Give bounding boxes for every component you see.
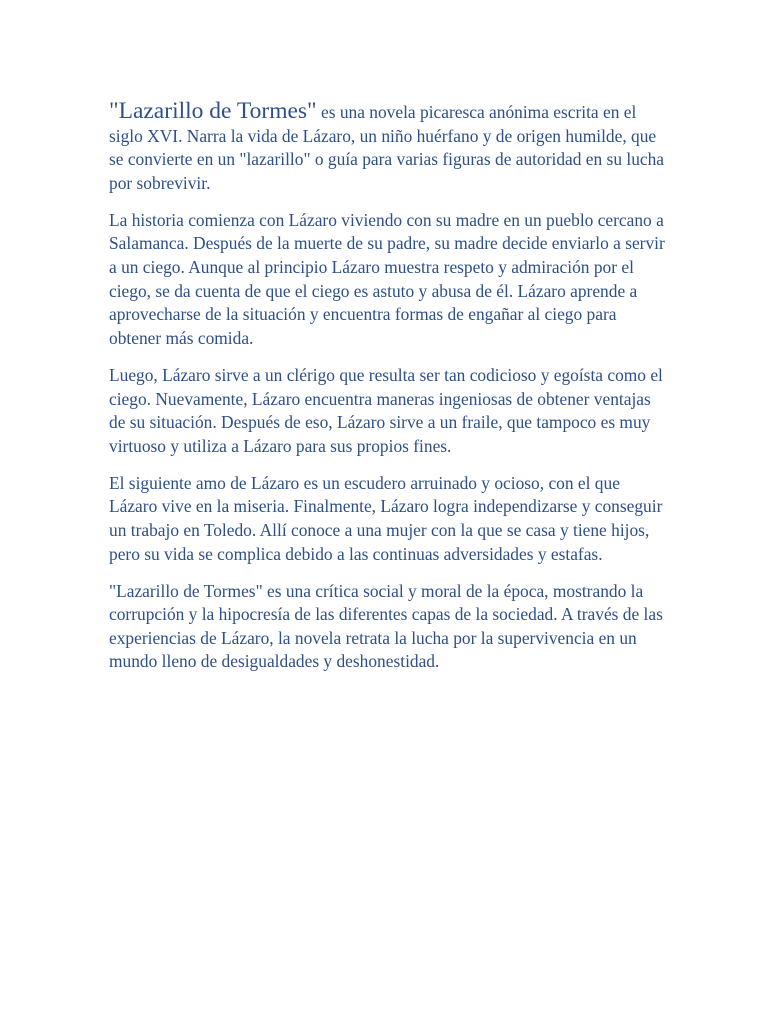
paragraph-5: "Lazarillo de Tormes" es una crítica social y moral de la época, mostrando la corrupción y la hipocresía de las diferentes capas de la sociedad. A través de las experiencias de Lázaro, la novela retrata la lucha por la supervivencia en un mundo lleno de desigualdades y deshonestidad. — [109, 580, 663, 672]
document-body — [109, 100, 665, 688]
paragraph-3: Luego, Lázaro sirve a un clérigo que resulta ser tan codicioso y egoísta como el ciego. Nuevamente, Lázaro encuentra maneras ingeniosas de obtener ventajas de su situación. Después de eso, Lázaro sirve a un fraile, que tampoco es muy virtuoso y utiliza a Lázaro para sus propios fines. — [109, 364, 663, 456]
document-title: "Lazarillo de Tormes" — [109, 98, 317, 124]
paragraph-2: La historia comienza con Lázaro viviendo con su madre en un pueblo cercano a Salamanca. Después de la muerte de su padre, su madre decide enviarlo a servir a un ciego. Aunque al principio Lázaro muestra respeto y admiración por el ciego, se da cuenta de que el ciego es astuto y abusa de él. Lázaro aprende a aprovecharse de la situación y encuentra formas de engañar al ciego para obtener más comida. — [109, 209, 665, 348]
paragraph-4: El siguiente amo de Lázaro es un escudero arruinado y ocioso, con el que Lázaro vive en la miseria. Finalmente, Lázaro logra independizarse y conseguir un trabajo en Toledo. Allí conoce a una mujer con la que se casa y tiene hijos, pero su vida se complica debido a las continuas adversidades y estafas. — [109, 472, 663, 564]
intro-paragraph-text: es una novela picaresca anónima escrita en el siglo XVI. Narra la vida de Lázaro, un niño huérfano y de origen humilde, que se convierte en un "lazarillo" o guía para varias figuras de autoridad en su lucha por sobrevivir. — [109, 102, 665, 193]
intro-paragraph — [109, 100, 665, 195]
